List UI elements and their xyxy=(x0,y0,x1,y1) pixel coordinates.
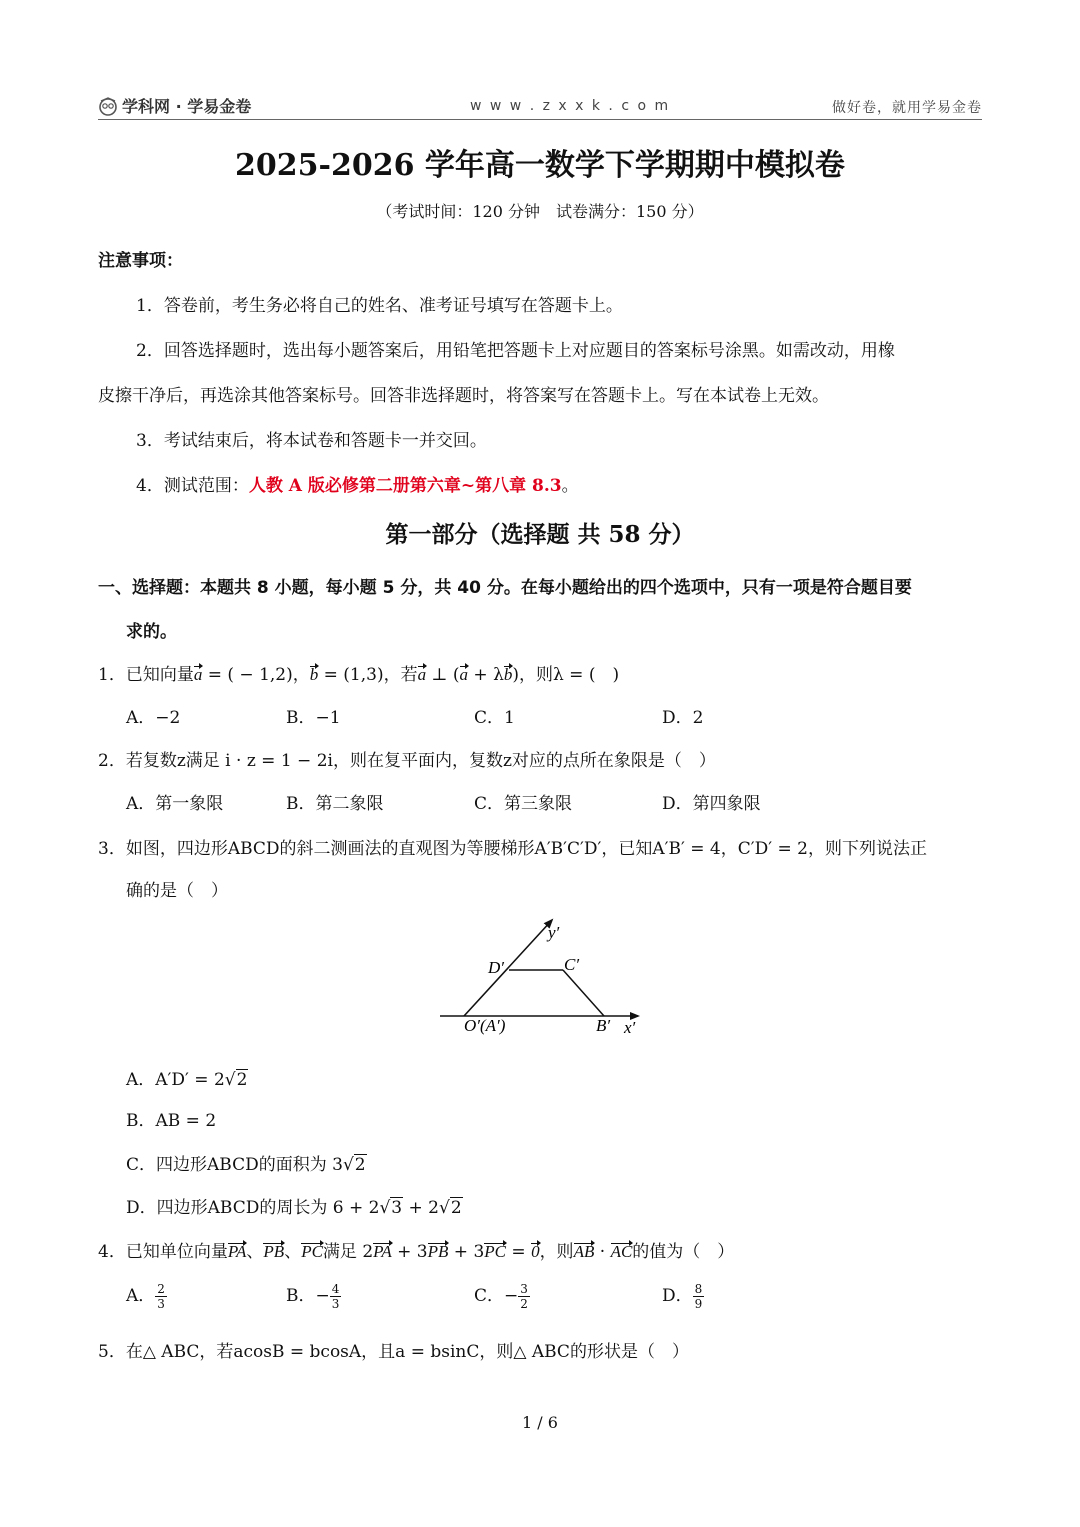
logo-text: 学科网 · 学易金卷 xyxy=(122,97,252,116)
q1-option-d[interactable]: D．2 xyxy=(662,708,704,728)
q4-option-b[interactable] xyxy=(286,1281,341,1311)
q4-sep: 、 xyxy=(284,1242,302,1262)
question-4 xyxy=(98,1237,734,1262)
label-d: D′ xyxy=(488,958,504,977)
q4-option-d[interactable] xyxy=(662,1281,704,1311)
q4-option-c-label: C．− xyxy=(474,1286,519,1306)
vector-a: a xyxy=(459,665,469,684)
edge-cb xyxy=(563,970,604,1016)
notice-item-4 xyxy=(136,471,579,496)
q3-option-b[interactable]: B．AB = 2 xyxy=(126,1111,217,1131)
test-scope: 人教 A 版必修第二册第六章~第八章 8.3 xyxy=(248,476,562,496)
instructions-line-1: 一、选择题：本题共 8 小题，每小题 5 分，共 40 分。在每小题给出的四个选项中，只有一项是符合题目要 xyxy=(98,578,912,598)
denominator: 3 xyxy=(157,1297,165,1311)
sqrt-icon: √ xyxy=(379,1198,391,1218)
label-x-axis: x′ xyxy=(624,1018,636,1037)
vector-a: a xyxy=(193,665,203,684)
q4-sep: 、 xyxy=(246,1242,264,1262)
section-title: 第一部分（选择题 共 58 分） xyxy=(385,521,695,548)
sqrt-icon: √ xyxy=(342,1155,354,1175)
site-url: w w w . z x x k . c o m xyxy=(470,98,671,114)
q3-option-a[interactable] xyxy=(126,1065,248,1090)
notice-item-1: 1．答卷前，考生务必将自己的姓名、准考证号填写在答题卡上。 xyxy=(136,296,623,316)
numerator: 2 xyxy=(157,1282,165,1296)
vector-a: a xyxy=(417,665,427,684)
q1-text-4: ⊥ ( xyxy=(426,665,460,685)
numerator: 8 xyxy=(694,1282,703,1296)
fraction xyxy=(518,1282,530,1311)
vector-b: b xyxy=(309,665,319,684)
notice-item-2-line-1: 2．回答选择题时，选出每小题答案后，用铅笔把答题卡上对应题目的答案标号涂黑。如需改动，用橡 xyxy=(136,341,895,361)
instructions-line-2: 求的。 xyxy=(126,622,177,642)
q3-option-c[interactable] xyxy=(126,1150,367,1175)
label-c: C′ xyxy=(564,955,580,974)
q3-option-d-radicand-2: 2 xyxy=(450,1198,462,1218)
page-title: 2025-2026 学年高一数学下学期期中模拟卷 xyxy=(235,148,845,183)
site-logo xyxy=(98,94,251,117)
q4-option-c[interactable] xyxy=(474,1281,530,1311)
denominator: 2 xyxy=(520,1297,528,1311)
notice-item-4-prefix: 4．测试范围： xyxy=(136,476,249,496)
q1-text-1: 1．已知向量 xyxy=(98,665,194,685)
exam-info: （考试时间：120 分钟 试卷满分：150 分） xyxy=(376,202,704,221)
notice-item-4-suffix: 。 xyxy=(561,476,579,496)
question-3-line-2: 确的是（ ） xyxy=(126,881,228,901)
vector-pb: PB xyxy=(263,1242,285,1261)
label-b: B′ xyxy=(596,1016,611,1035)
numerator: 4 xyxy=(331,1282,340,1296)
vector-pa: PA xyxy=(373,1242,392,1261)
header-divider xyxy=(98,119,982,120)
q1-text-3: = (1,3)，若 xyxy=(318,665,418,685)
trapezoid-figure xyxy=(438,916,648,1040)
q4-option-b-label: B．− xyxy=(286,1286,330,1306)
q4-option-a[interactable] xyxy=(126,1281,167,1311)
vector-ab: AB xyxy=(573,1242,595,1261)
q2-option-d[interactable]: D．第四象限 xyxy=(662,794,761,814)
question-3-line-1: 3．如图，四边形ABCD的斜二测画法的直观图为等腰梯形A′B′C′D′，已知A′B′ = 4，C′D′ = 2，则下列说法正 xyxy=(98,839,927,859)
denominator: 3 xyxy=(331,1297,340,1311)
vector-b: b xyxy=(503,665,513,684)
q3-option-d-text: D．四边形ABCD的周长为 6 + 2 xyxy=(126,1198,380,1218)
q2-option-c[interactable]: C．第三象限 xyxy=(474,794,573,814)
q2-option-b[interactable]: B．第二象限 xyxy=(286,794,384,814)
question-2: 2．若复数z满足 i · z = 1 − 2i，则在复平面内，复数z对应的点所在象限是（ ） xyxy=(98,751,716,771)
q3-option-d-text-mid: + 2 xyxy=(403,1198,439,1218)
zero-vector: 0 xyxy=(531,1242,540,1261)
vector-pc: PC xyxy=(484,1242,506,1261)
question-1 xyxy=(98,660,619,685)
fraction xyxy=(693,1282,705,1311)
q4-text-4: + 3 xyxy=(448,1242,485,1262)
label-y-axis: y′ xyxy=(548,923,560,942)
vector-ac: AC xyxy=(610,1242,633,1261)
q4-text-1: 4．已知单位向量 xyxy=(98,1242,228,1262)
q4-option-d-label: D． xyxy=(662,1286,693,1306)
owl-logo-icon xyxy=(98,96,118,116)
q4-text-6: ，则 xyxy=(539,1242,574,1262)
q3-option-d-radicand-1: 3 xyxy=(391,1198,403,1218)
q3-option-c-text: C．四边形ABCD的面积为 3 xyxy=(126,1155,343,1175)
notice-item-3: 3．考试结束后，将本试卷和答题卡一并交回。 xyxy=(136,431,487,451)
notice-item-2-line-2: 皮擦干净后，再选涂其他答案标号。回答非选择题时，将答案写在答题卡上。写在本试卷上无效。 xyxy=(98,386,829,406)
q4-option-a-label: A． xyxy=(126,1286,156,1306)
q4-text-5: = xyxy=(506,1242,532,1262)
q4-text-2: 满足 2 xyxy=(322,1242,374,1262)
q1-option-a[interactable]: A．−2 xyxy=(126,708,181,728)
q1-text-2: = ( − 1,2)， xyxy=(202,665,310,685)
q3-option-a-radicand: 2 xyxy=(236,1070,248,1090)
q4-text-3: + 3 xyxy=(391,1242,428,1262)
notice-heading: 注意事项： xyxy=(98,251,183,271)
question-5: 5．在△ ABC，若acosB = bcosA，且a = bsinC，则△ ABC的形状是（ ） xyxy=(98,1342,689,1362)
y-axis xyxy=(464,920,552,1016)
page-number: 1 / 6 xyxy=(522,1413,558,1432)
numerator: 3 xyxy=(520,1282,528,1296)
q3-option-c-radicand: 2 xyxy=(354,1155,366,1175)
q1-text-5: + λ xyxy=(468,665,504,685)
sqrt-icon: √ xyxy=(439,1198,450,1218)
q4-dot: · xyxy=(594,1242,611,1262)
q3-option-a-text: A．A′D′ = 2 xyxy=(126,1070,225,1090)
denominator: 9 xyxy=(694,1297,703,1311)
q4-text-7: 的值为（ ） xyxy=(632,1242,735,1262)
header-slogan: 做好卷，就用学易金卷 xyxy=(832,100,982,116)
vector-pb: PB xyxy=(427,1242,449,1261)
fraction xyxy=(155,1282,167,1311)
q1-option-c[interactable]: C．1 xyxy=(474,708,515,728)
q2-option-a[interactable]: A．第一象限 xyxy=(126,794,224,814)
fraction xyxy=(330,1282,342,1311)
vector-pc: PC xyxy=(301,1242,323,1261)
sqrt-icon: √ xyxy=(224,1070,236,1090)
q3-option-d[interactable] xyxy=(126,1193,463,1218)
q1-option-b[interactable]: B．−1 xyxy=(286,708,341,728)
label-origin: O′(A′) xyxy=(464,1016,506,1035)
vector-pa: PA xyxy=(227,1242,247,1261)
q1-text-6: )，则λ = ( ) xyxy=(512,665,620,685)
